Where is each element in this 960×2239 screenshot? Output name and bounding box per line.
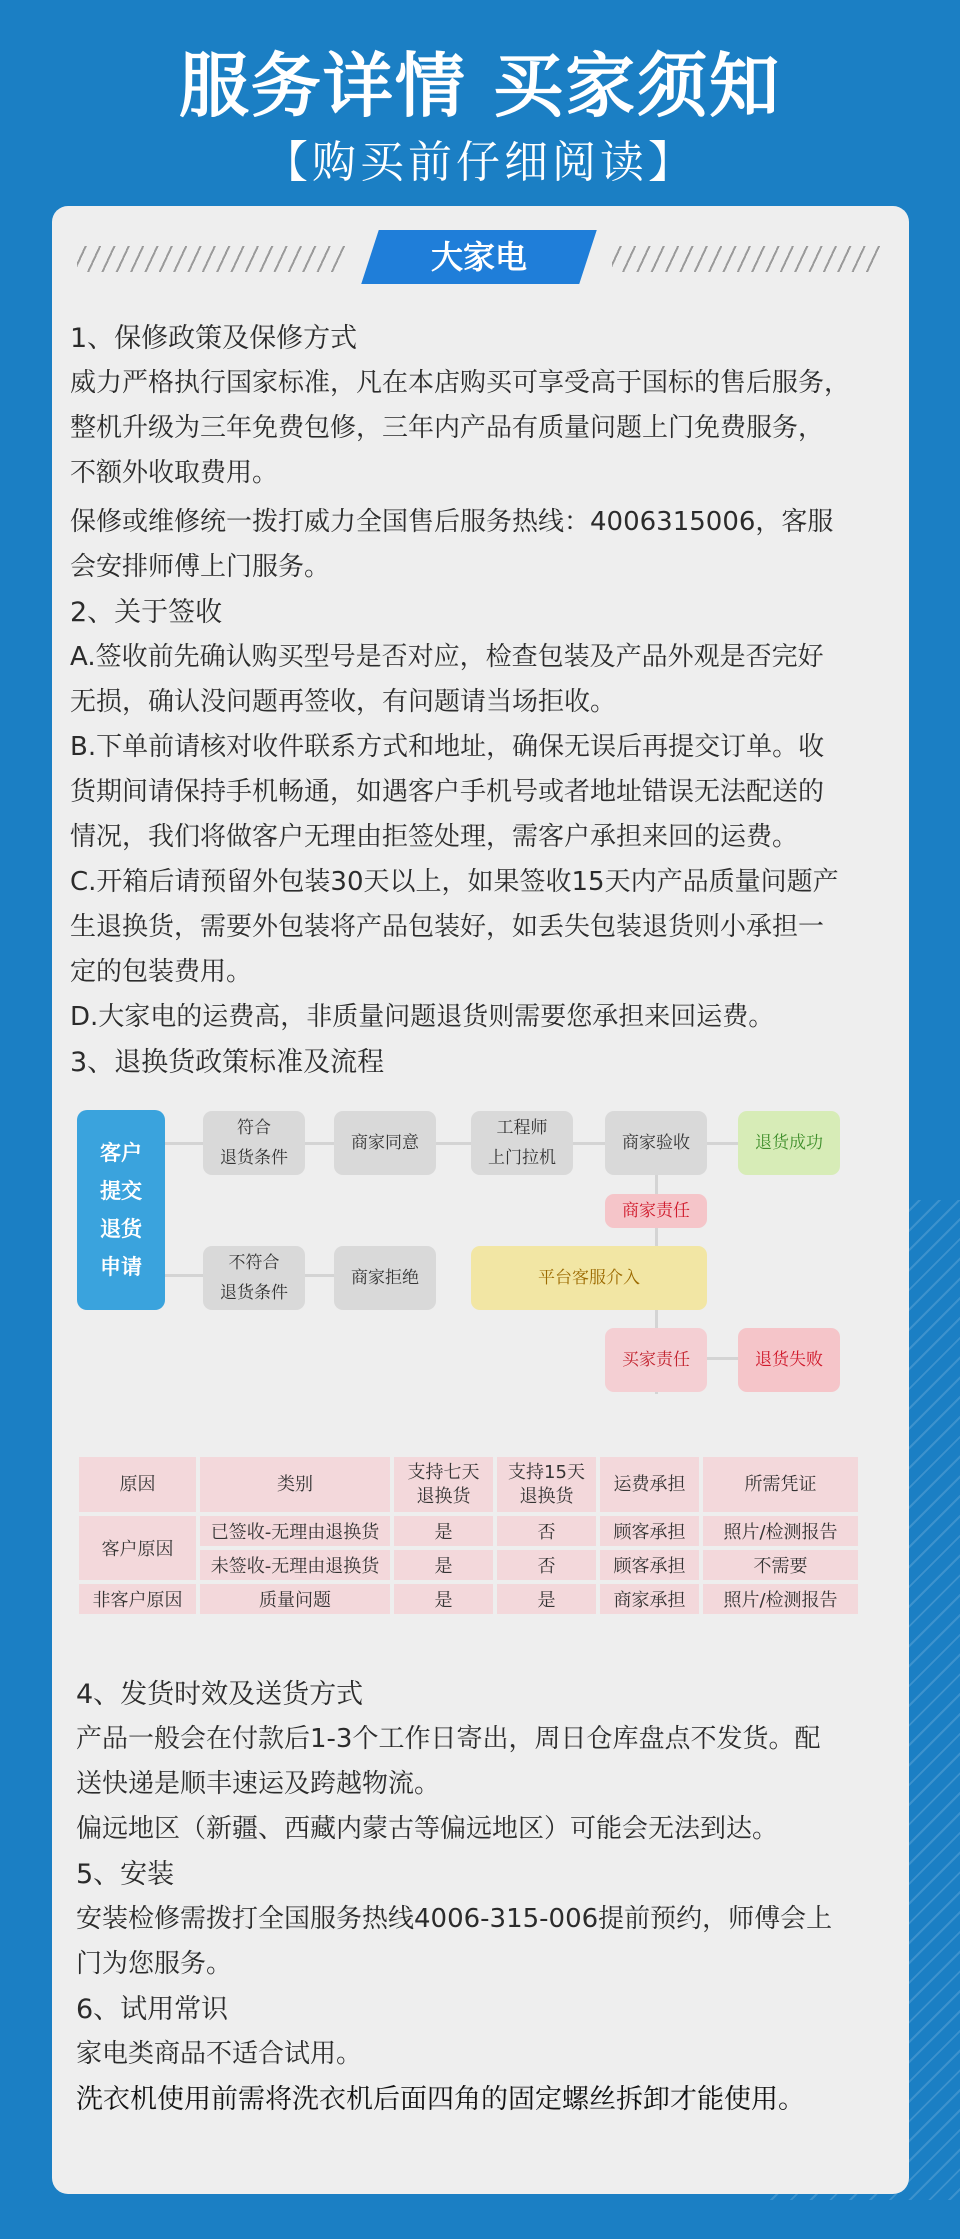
section5-line: 门为您服务。	[76, 1949, 233, 1979]
table-row	[79, 1584, 858, 1614]
table-header: 所需凭证	[703, 1457, 858, 1512]
section2-line: 无损，确认没问题再签收，有问题请当场拒收。	[70, 687, 617, 717]
table-header: 类别	[200, 1457, 390, 1512]
section-main	[70, 316, 910, 1085]
return-policy-table	[75, 1453, 862, 1618]
table-header: 运费承担	[600, 1457, 699, 1512]
section2-line: 定的包装费用。	[70, 957, 253, 987]
section1-line: 威力严格执行国家标准，凡在本店购买可享受高于国标的售后服务，	[70, 368, 851, 398]
section2-line: C.开箱后请预留外包装30天以上，如果签收15天内产品质量问题产	[70, 867, 839, 897]
flow-buyer-fault: 买家责任	[605, 1328, 707, 1392]
table-cell-group: 非客户原因	[79, 1584, 196, 1614]
flow-eligible: 符合 退货条件	[203, 1111, 305, 1175]
table-cell: 是	[394, 1584, 493, 1614]
table-row	[79, 1516, 858, 1546]
section-lower	[76, 1672, 906, 2122]
section1-hotline: 会安排师傅上门服务。	[70, 552, 331, 582]
flow-merchant-agree: 商家同意	[334, 1111, 436, 1175]
section2-heading: 2、关于签收	[70, 597, 223, 628]
section1-hotline: 保修或维修统一拨打威力全国售后服务热线：4006315006，客服	[70, 507, 834, 537]
table-header-row	[79, 1457, 858, 1512]
section2-line: A.签收前先确认购买型号是否对应，检查包装及产品外观是否完好	[70, 642, 824, 672]
section4-line: 产品一般会在付款后1-3个工作日寄出，周日仓库盘点不发货。配	[76, 1724, 821, 1754]
table-cell: 照片/检测报告	[703, 1516, 858, 1546]
table-cell: 是	[497, 1584, 596, 1614]
hatch-decoration-right	[612, 246, 880, 272]
section6-line: 家电类商品不适合试用。	[76, 2039, 363, 2069]
section6-warning: 洗衣机使用前需将洗衣机后面四角的固定螺丝拆卸才能使用。	[76, 2084, 805, 2115]
table-cell: 不需要	[703, 1550, 858, 1580]
table-cell: 是	[394, 1550, 493, 1580]
table-header: 原因	[79, 1457, 196, 1512]
table-header: 支持七天 退换货	[394, 1457, 493, 1512]
section2-line: D.大家电的运费高，非质量问题退货则需要您承担来回运费。	[70, 1002, 775, 1032]
page-title: 服务详情 买家须知	[178, 45, 782, 127]
section2-line: 生退换货，需要外包装将产品包装好，如丢失包装退货则小承担一	[70, 912, 825, 942]
section5-line: 安装检修需拨打全国服务热线4006-315-006提前预约，师傅会上	[76, 1904, 833, 1934]
flow-merchant-fault: 商家责任	[605, 1194, 707, 1228]
table-cell: 商家承担	[600, 1584, 699, 1614]
table-cell: 否	[497, 1550, 596, 1580]
section4-heading: 4、发货时效及送货方式	[76, 1679, 364, 1710]
flow-platform-service: 平台客服介入	[471, 1246, 707, 1310]
flow-merchant-inspect: 商家验收	[605, 1111, 707, 1175]
table-cell: 是	[394, 1516, 493, 1546]
flow-start: 客户 提交 退货 申请	[77, 1110, 165, 1310]
section1-heading: 1、保修政策及保修方式	[70, 323, 358, 354]
flow-merchant-reject: 商家拒绝	[334, 1246, 436, 1310]
table-header: 支持15天 退换货	[497, 1457, 596, 1512]
section1-line: 整机升级为三年免费包修，三年内产品有质量问题上门免费服务，	[70, 413, 825, 443]
section4-line: 偏远地区（新疆、西藏内蒙古等偏远地区）可能会无法到达。	[76, 1814, 779, 1844]
section3-heading: 3、退换货政策标准及流程	[70, 1047, 385, 1078]
table-cell: 否	[497, 1516, 596, 1546]
table-cell: 顾客承担	[600, 1550, 699, 1580]
table-cell: 顾客承担	[600, 1516, 699, 1546]
table-cell: 未签收-无理由退换货	[200, 1550, 390, 1580]
section6-heading: 6、试用常识	[76, 1994, 229, 2025]
table-cell: 已签收-无理由退换货	[200, 1516, 390, 1546]
section2-line: 货期间请保持手机畅通，如遇客户手机号或者地址错误无法配送的	[70, 777, 825, 807]
section5-heading: 5、安装	[76, 1859, 175, 1890]
flow-return-success: 退货成功	[738, 1111, 840, 1175]
table-cell-group: 客户原因	[79, 1516, 196, 1580]
table-cell: 质量问题	[200, 1584, 390, 1614]
hatch-decoration-left	[77, 246, 345, 272]
flow-return-failure: 退货失败	[738, 1328, 840, 1392]
section4-line: 送快递是顺丰速运及跨越物流。	[76, 1769, 441, 1799]
return-flow-chart	[75, 1108, 855, 1408]
category-tag: 大家电	[430, 238, 527, 276]
section2-line: 情况，我们将做客户无理由拒签处理，需客户承担来回的运费。	[70, 822, 799, 852]
flow-ineligible: 不符合 退货条件	[203, 1246, 305, 1310]
flow-engineer-pickup: 工程师 上门拉机	[471, 1111, 573, 1175]
table-cell: 照片/检测报告	[703, 1584, 858, 1614]
section1-line: 不额外收取费用。	[70, 458, 279, 488]
section2-line: B.下单前请核对收件联系方式和地址，确保无误后再提交订单。收	[70, 732, 825, 762]
page-subtitle: 【购买前仔细阅读】	[264, 137, 696, 188]
